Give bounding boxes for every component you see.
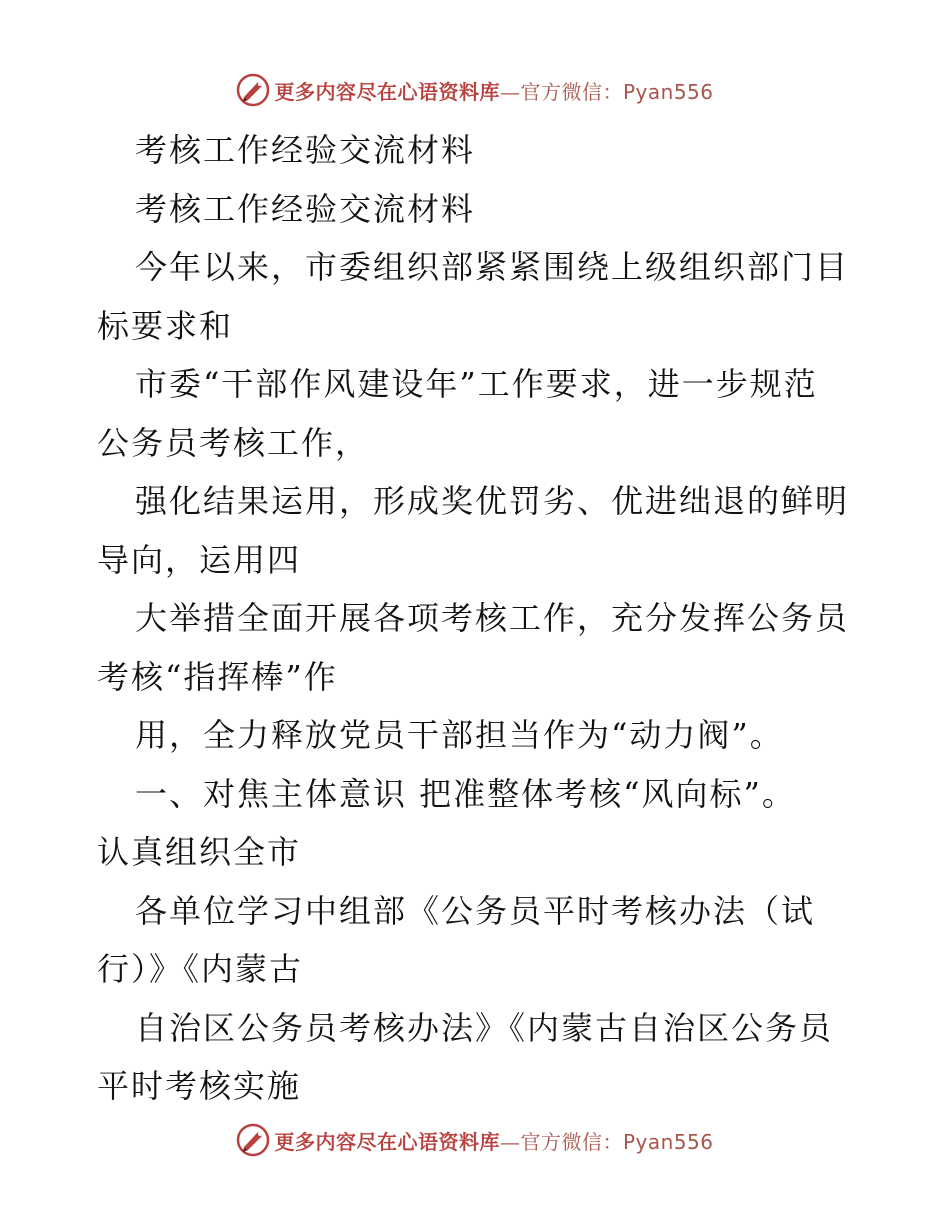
- pen-circle-logo-icon: [236, 73, 270, 107]
- doc-line: 考核工作经验交流材料: [135, 131, 476, 169]
- doc-line: 考核工作经验交流材料: [135, 189, 476, 228]
- doc-line: 行）》《内蒙古: [97, 950, 304, 988]
- header-banner: [0, 70, 950, 110]
- pen-circle-logo-icon: [236, 1123, 270, 1157]
- doc-line: 认真组织全市: [97, 833, 302, 871]
- doc-line: 一、对焦主体意识 把准整体考核“风向标”。: [135, 774, 796, 813]
- footer-banner: [0, 1120, 950, 1160]
- doc-line: 标要求和: [97, 306, 234, 345]
- doc-line: 今年以来，市委组织部紧紧围绕上级组织部门目: [135, 248, 850, 286]
- document-body: [97, 121, 857, 1116]
- doc-line: 自治区公务员考核办法》《内蒙古自治区公务员: [135, 1008, 834, 1047]
- banner-text: 更多内容尽在心语资料库—官方微信：Pyan556: [274, 1129, 714, 1154]
- doc-line: 各单位学习中组部《公务员平时考核办法（试: [135, 891, 816, 930]
- doc-line: 市委“干部作风建设年”工作要求，进一步规范: [135, 365, 818, 403]
- doc-line: 平时考核实施: [97, 1067, 302, 1105]
- doc-line: 考核“指挥棒”作: [97, 657, 338, 696]
- doc-line: 用，全力释放党员干部担当作为“动力阀”。: [135, 716, 784, 754]
- doc-line: 强化结果运用，形成奖优罚劣、优进绌退的鲜明: [135, 482, 850, 520]
- doc-line: 公务员考核工作，: [97, 423, 370, 462]
- banner-text: 更多内容尽在心语资料库—官方微信：Pyan556: [274, 79, 714, 104]
- doc-line: 导向，运用四: [97, 540, 302, 579]
- doc-line: 大举措全面开展各项考核工作，充分发挥公务员: [135, 599, 850, 637]
